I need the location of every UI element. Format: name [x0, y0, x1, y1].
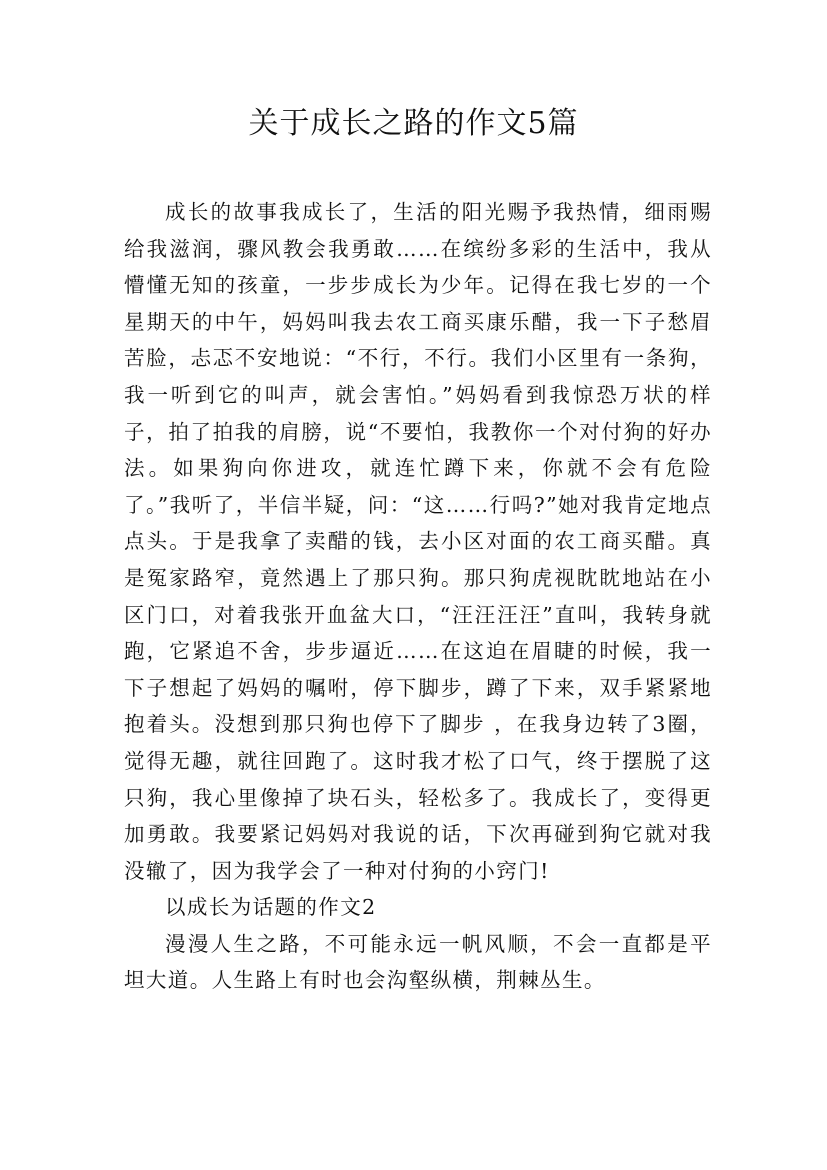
document-title: 关于成长之路的作文5篇 [248, 106, 579, 141]
paragraph-intro: 漫漫人生之路，不可能永远一帆风顺，不会一直都是平坦大道。人生路上有时也会沟壑纵横，荆棘丛生。 [124, 931, 712, 993]
document-body [124, 194, 712, 999]
paragraph-subheading: 以成长为话题的作文2 [165, 895, 377, 920]
paragraph-story: 成长的故事我成长了，生活的阳光赐予我热情，细雨赐给我滋润，骤风教会我勇敢……在缤纷多彩的生活中，我从懵懂无知的孩童，一步步成长为少年。记得在我七岁的一个星期天的中午，妈妈叫我去农工商买康乐醋，我一下子愁眉苦脸，忐忑不安地说：“不行，不行。我们小区里有一条狗，我一听到它的叫声，就会害怕。”妈妈看到我惊恐万状的样子，拍了拍我的肩膀，说“不要怕，我教你一个对付狗的好办法。如果狗向你进攻，就连忙蹲下来，你就不会有危险了。”我听了，半信半疑，问：“这……行吗?”她对我肯定地点点头。于是我拿了卖醋的钱，去小区对面的农工商买醋。真是冤家路窄，竟然遇上了那只狗。那只狗虎视眈眈地站在小区门口，对着我张开血盆大口，“汪汪汪汪”直叫，我转身就跑，它紧追不舍，步步逼近……在这迫在眉睫的时候，我一下子想起了妈妈的嘱咐，停下脚步，蹲了下来，双手紧紧地抱着头。没想到那只狗也停下了脚步 ，在我身边转了3圈，觉得无趣，就往回跑了。这时我才松了口气，终于摆脱了这只狗，我心里像掉了块石头，轻松多了。我成长了，变得更加勇敢。我要紧记妈妈对我说的话，下次再碰到狗它就对我没辙了，因为我学会了一种对付狗的小窍门! [124, 200, 712, 883]
